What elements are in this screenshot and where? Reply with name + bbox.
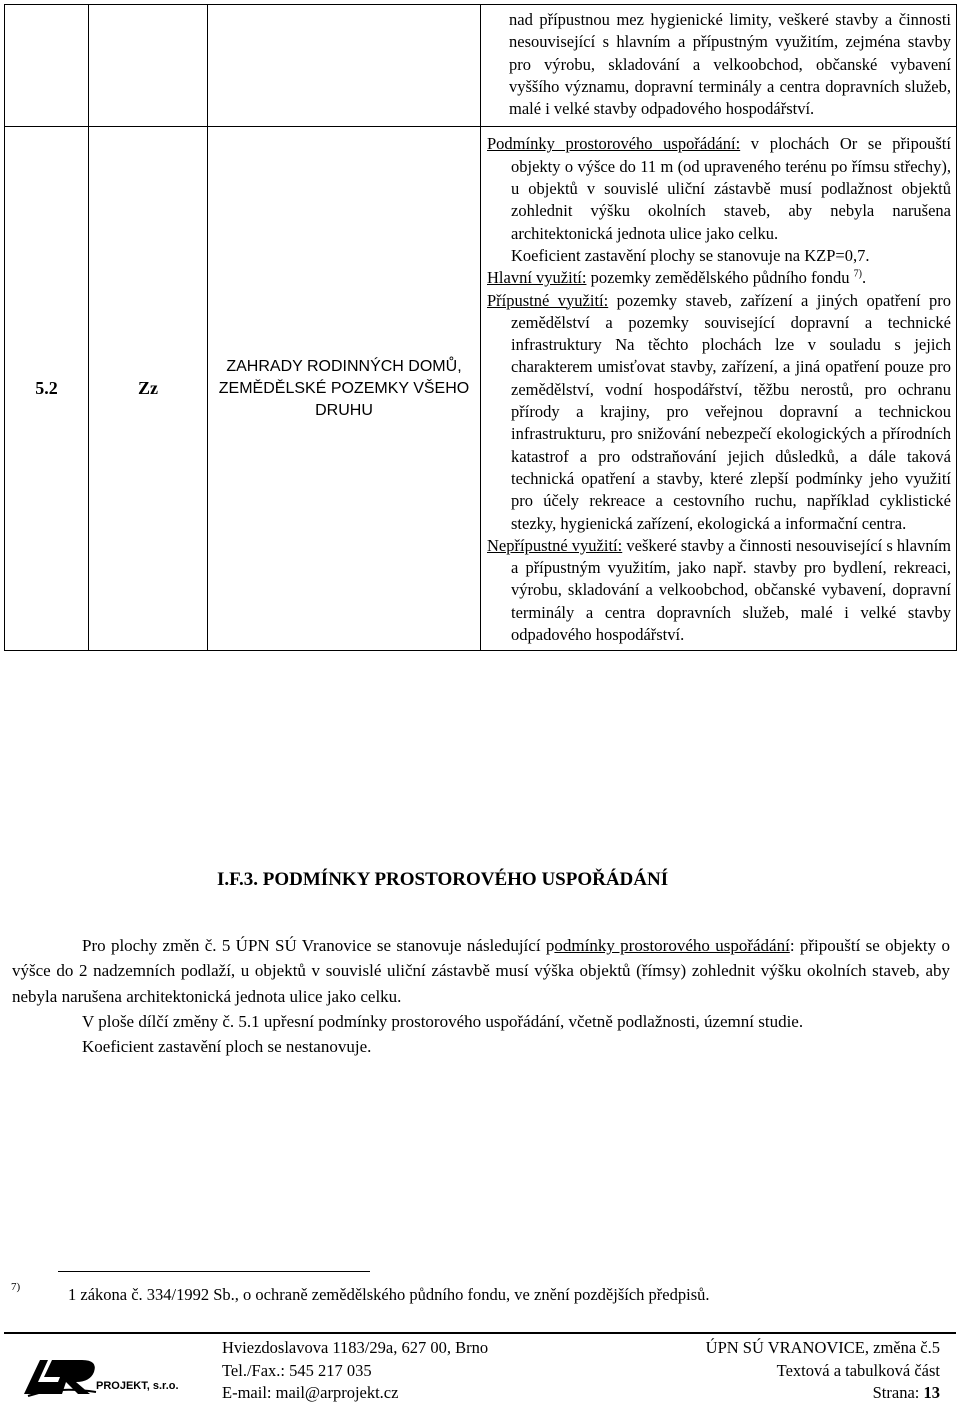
page-label: Strana: xyxy=(872,1383,924,1402)
allowed-use-label: Přípustné využití: xyxy=(487,290,609,310)
row-category-cell xyxy=(208,127,481,651)
row-code: Zz xyxy=(138,378,158,399)
conditions-label: Podmínky prostorového uspořádání: xyxy=(487,134,741,154)
footnote-divider xyxy=(58,1271,370,1272)
forbidden-use-label: Nepřípustné využití: xyxy=(487,535,623,555)
allowed-use-paragraph xyxy=(487,290,951,535)
allowed-use-text: pozemky staveb, zařízení a jiných opatření pro zemědělství a pozemky související dopravní a technické infrastruktury Na těchto plochách lze v souladu s jejich charakterem umisťovat stavby, zařízení, a jiná opatření pouze pro zemědělství, vodní hospodářství, těžbu nerostů, pro ochranu přírody a krajiny, pro veřejnou dopravní a technickou infrastrukturu, pro snižování nebezpečí ekologických a přírodních katastrof a pro odstraňování jejich důsledků, a dále taková technická opatření a stavby, které zlepší podmínky jeho využití pro účely rekreace a cestovního ruchu, například cyklistické stezky, hygienická zařízení, ekologická a informační centra. xyxy=(511,290,951,533)
page-number: 13 xyxy=(923,1383,940,1402)
rules-text xyxy=(481,127,956,650)
table-cell xyxy=(5,5,89,127)
forbidden-use-paragraph xyxy=(487,535,951,646)
section-body xyxy=(12,933,950,1059)
regulation-table xyxy=(4,4,957,651)
footer-page xyxy=(706,1382,940,1405)
body-text: : připouští se objekty o výšce do 2 nadzemních podlaží, u objektů v souvislé uliční zástavbě musí výška objektů (římsy) zohlednit výšku okolních staveb, aby nebyla narušena architektonická jednota ulice jako celku. xyxy=(12,936,950,1006)
footer-address-block xyxy=(222,1337,488,1405)
footer-doc-title: ÚPN SÚ VRANOVICE, změna č.5 xyxy=(705,1338,940,1357)
footer-doc-block xyxy=(706,1337,940,1405)
body-underlined-text: odmínky prostorového uspořádání xyxy=(554,936,790,955)
table-cell xyxy=(208,5,481,127)
footnote-mark: 7) xyxy=(11,1281,21,1293)
main-use-end: . xyxy=(861,268,867,288)
coefficient-text: Koeficient zastavění plochy se stanovuje na KZP=0,7. xyxy=(511,245,870,265)
footer-doc-part: Textová a tabulková část xyxy=(776,1360,940,1380)
table-row xyxy=(5,5,957,127)
body-paragraph: V ploše dílčí změny č. 5.1 upřesní podmínky prostorového uspořádání, včetně podlažnosti, územní studie. xyxy=(82,1011,804,1031)
footer-divider xyxy=(4,1332,956,1334)
row-category: ZAHRADY RODINNÝCH DOMŮ, ZEMĚDĚLSKÉ POZEMKY VŠEHO DRUHU xyxy=(218,357,470,419)
table-cell xyxy=(481,5,957,127)
row-rules-cell xyxy=(481,127,957,651)
table-row xyxy=(5,127,957,651)
row-code-cell xyxy=(89,127,208,651)
body-paragraph xyxy=(12,933,950,1009)
footnote-text: 1 zákona č. 334/1992 Sb., o ochraně zemědělského půdního fondu, ve znění pozdějších předpisů. xyxy=(68,1285,710,1304)
table-cell xyxy=(89,5,208,127)
footnote-ref: 7) xyxy=(853,268,862,280)
section-heading: I.F.3. PODMÍNKY PROSTOROVÉHO USPOŘÁDÁNÍ xyxy=(217,869,669,890)
conditions-text: v plochách Or se připouští objekty o výšce do 11 m (od upraveného terénu po římsu střechy), u objektů v souvislé uliční zástavbě musí podlažnost objektů zohlednit výšku okolních staveb, aby nebyla narušena architektonická jednota ulice jako celku. xyxy=(511,134,951,243)
forbidden-use-text: veškeré stavby a činnosti nesouvisející s hlavním a přípustným využitím, jako např. stavby pro bydlení, rekreaci, výrobu, skladování a velkoobchod, občanské vybavení, dopravní terminály a centra dopravních služeb, malé i velké stavby odpadového hospodářství. xyxy=(511,535,951,645)
row-number-cell xyxy=(5,127,89,651)
body-text: Pro plochy změn č. 5 ÚPN SÚ Vranovice se stanovuje následující p xyxy=(82,936,555,955)
continuation-text: nad přípustnou mez hygienické limity, veškeré stavby a činnosti nesouvisející s hlavním a přípustným využitím, zejména stavby pro výrobu, skladování a velkoobchod, občanské vybavení vyššího významu, dopravní terminály a centra dopravních služeb, malé i velké stavby odpadového hospodářství. xyxy=(509,10,951,119)
row-number: 5.2 xyxy=(35,378,58,399)
main-use-text: pozemky zemědělského půdního fondu xyxy=(586,268,850,288)
footer-address: Hviezdoslavova 1183/29a, 627 00, Brno xyxy=(222,1338,489,1357)
body-paragraph: Koeficient zastavění ploch se nestanovuje. xyxy=(82,1037,372,1057)
conditions-paragraph xyxy=(487,133,951,244)
footer-phone: Tel./Fax.: 545 217 035 xyxy=(222,1360,372,1380)
footer-email: E-mail: mail@arprojekt.cz xyxy=(222,1383,399,1402)
main-use-label: Hlavní využití: xyxy=(487,268,587,288)
logo-text: PROJEKT, s.r.o. xyxy=(96,1380,179,1392)
main-use-paragraph xyxy=(487,267,951,289)
